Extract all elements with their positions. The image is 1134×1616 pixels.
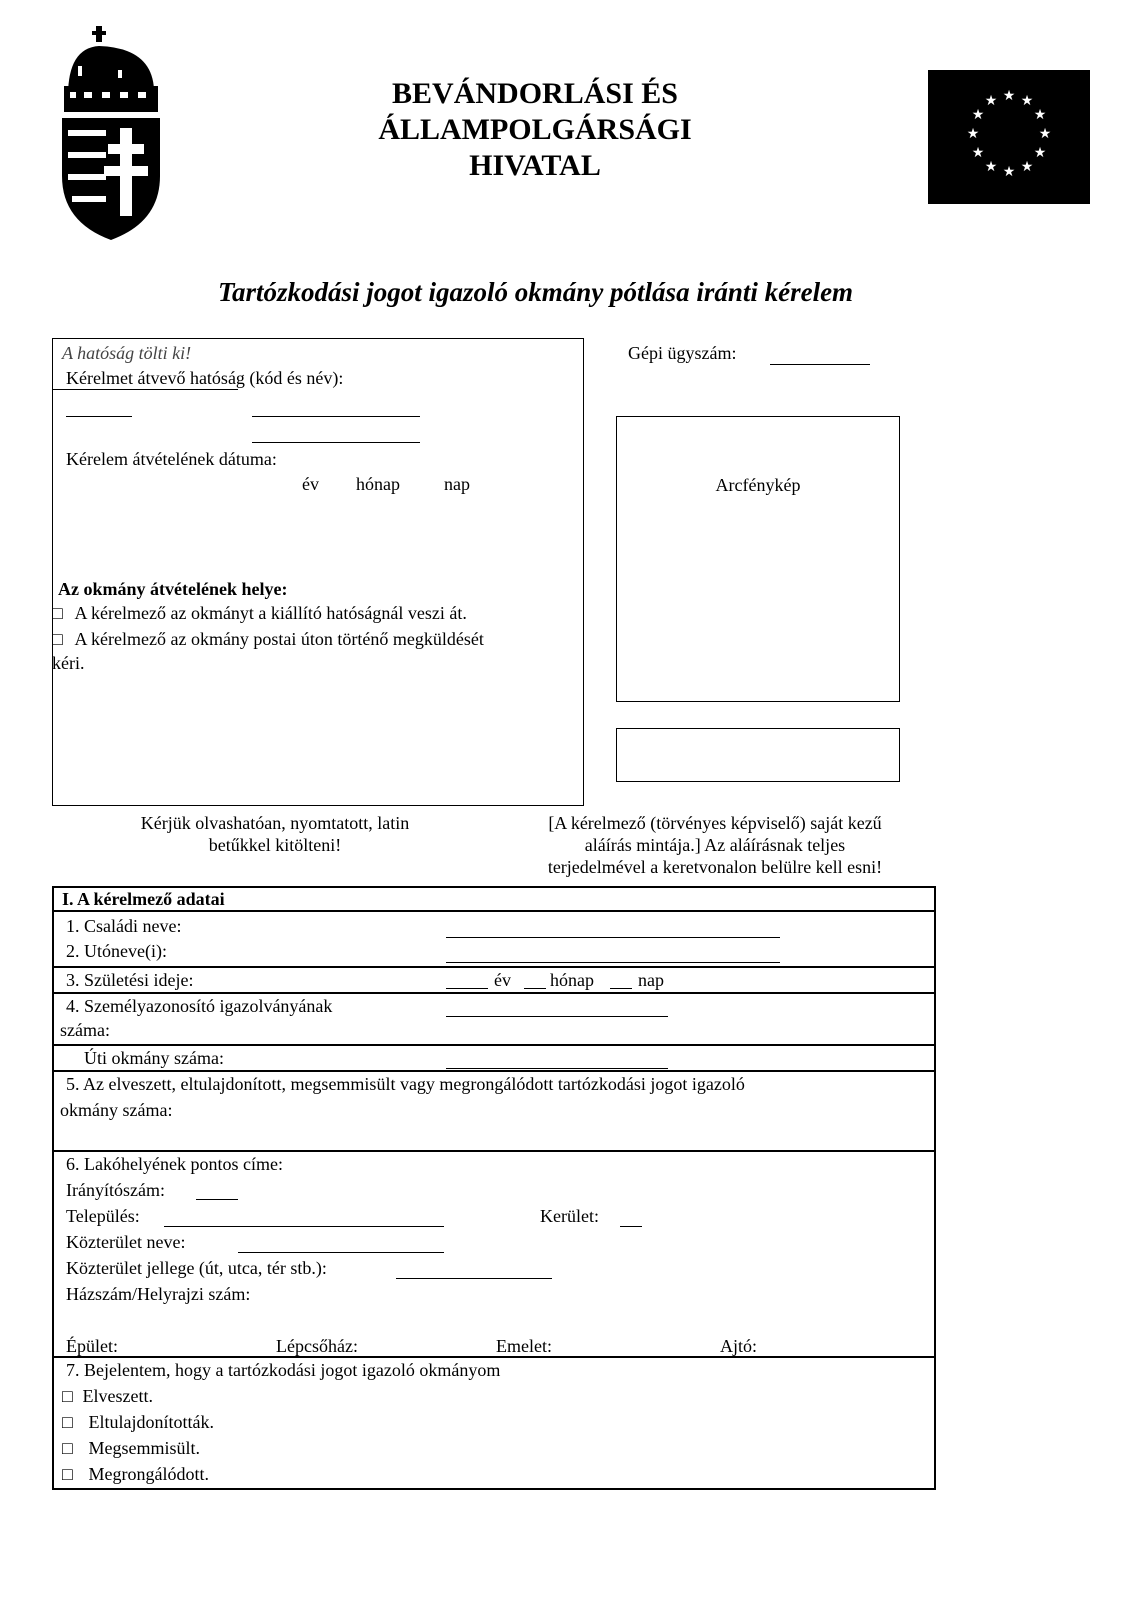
house-number-label: Házszám/Helyrajzi szám: [66,1284,251,1304]
address-title: 6. Lakóhelyének pontos címe: [66,1154,283,1174]
passport-number-label: Úti okmány száma: [84,1048,224,1068]
signature-box[interactable] [616,728,900,782]
fill-instruction-line1: Kérjük olvashatóan, nyomtatott, latin [140,813,410,833]
passport-number-field[interactable] [446,1068,668,1069]
birth-month-field[interactable] [524,988,546,989]
settlement-field[interactable] [164,1226,444,1227]
authority-name-field[interactable] [252,416,420,417]
agency-name-line2: ÁLLAMPOLGÁRSÁGI [378,113,692,146]
id-card-label-line2: száma: [60,1020,110,1040]
pickup-option-2-cont: kéri. [52,653,85,673]
status-option-stolen[interactable] [62,1411,214,1433]
signature-instruction-line2: aláírás mintája.] Az aláírásnak teljes [584,835,846,855]
svg-text:★: ★ [1033,145,1047,161]
note-underline [52,389,238,390]
svg-text:★: ★ [971,145,985,161]
staircase-label: Lépcsőház: [276,1336,358,1356]
family-name-field[interactable] [446,937,780,938]
street-name-label: Közterület neve: [66,1232,186,1252]
row-divider [52,1150,936,1152]
signature-instruction [490,812,940,878]
receipt-date-day: nap [444,474,470,494]
row-divider [52,966,936,968]
agency-name-line1: BEVÁNDORLÁSI ÉS [392,77,678,110]
svg-text:★: ★ [1002,88,1016,104]
receipt-date-label: Kérelem átvételének dátuma: [66,449,277,469]
settlement-label: Település: [66,1206,140,1226]
district-label: Kerület: [540,1206,599,1226]
declaration-label: 7. Bejelentem, hogy a tartózkodási jogot igazoló okmányom [66,1360,501,1380]
agency-name [340,76,730,184]
authority-name-field-2[interactable] [252,442,420,443]
family-name-label: 1. Családi neve: [66,916,182,936]
svg-text:★: ★ [984,93,998,109]
receiving-authority-label: Kérelmet átvevő hatóság (kód és név): [66,368,344,388]
agency-name-line3: HIVATAL [469,149,601,182]
id-card-label-line1: 4. Személyazonosító igazolványának [66,996,333,1016]
door-label: Ajtó: [720,1336,758,1356]
district-field[interactable] [620,1226,642,1227]
pickup-option-2-label: A kérelmező az okmány postai úton történő megküldését [74,629,484,649]
status-destroyed-label: Megsemmisült. [88,1438,200,1458]
street-name-field[interactable] [238,1252,444,1253]
section-heading: I. A kérelmező adatai [62,889,225,909]
receipt-date-year: év [302,474,319,494]
lost-doc-label-line1: 5. Az elveszett, eltulajdonított, megsemmisült vagy megrongálódott tartózkodási jogot igazoló [66,1074,745,1094]
checkbox-icon[interactable]: □ [62,1386,73,1406]
pickup-option-1[interactable] [52,602,467,624]
row-divider [52,1070,936,1072]
given-names-label: 2. Utóneve(i): [66,941,167,961]
signature-instruction-line3: terjedelmével a keretvonalon belülre kell esni! [547,857,883,877]
lost-doc-label-line2: okmány száma: [60,1100,173,1120]
checkbox-icon[interactable]: □ [52,603,63,623]
row-divider [52,992,936,994]
fill-instruction-line2: betűkkel kitölteni! [208,835,342,855]
svg-text:★: ★ [971,107,985,123]
row-divider [52,1356,936,1358]
status-option-lost[interactable] [62,1385,153,1407]
birth-day-field[interactable] [610,988,632,989]
svg-text:★: ★ [1038,126,1052,142]
birth-date-label: 3. Születési ideje: [66,970,194,990]
receipt-date-month: hónap [356,474,400,494]
fill-instruction [60,812,490,856]
photo-label: Arcfénykép [715,475,801,495]
authority-code-field[interactable] [66,416,132,417]
street-type-field[interactable] [396,1278,552,1279]
given-names-field[interactable] [446,962,780,963]
pickup-title: Az okmány átvételének helye: [58,579,288,599]
checkbox-icon[interactable]: □ [62,1412,73,1432]
eu-flag-logo [928,70,1090,204]
document-title: Tartózkodási jogot igazoló okmány pótlása iránti kérelem [218,277,854,307]
status-lost-label: Elveszett. [82,1386,153,1406]
floor-label: Emelet: [496,1336,552,1356]
checkbox-icon[interactable]: □ [62,1438,73,1458]
pickup-option-2[interactable] [52,628,484,650]
postal-code-field[interactable] [196,1199,238,1200]
photo-box[interactable] [616,416,900,702]
row-divider [52,910,936,912]
building-label: Épület: [66,1336,118,1356]
id-card-number-field[interactable] [446,1016,668,1017]
signature-instruction-line1: [A kérelmező (törvényes képviselő) saját kezű [548,813,882,833]
birth-year-unit: év [494,970,511,990]
status-damaged-label: Megrongálódott. [88,1464,209,1484]
svg-text:★: ★ [984,159,998,175]
status-stolen-label: Eltulajdonították. [88,1412,214,1432]
svg-text:★: ★ [966,126,980,142]
birth-day-unit: nap [638,970,664,990]
office-use-box [52,338,584,806]
row-divider [52,1044,936,1046]
office-use-note: A hatóság tölti ki! [62,343,192,363]
checkbox-icon[interactable]: □ [62,1464,73,1484]
coat-of-arms-logo [58,26,164,242]
birth-month-unit: hónap [550,970,594,990]
case-number-label: Gépi ügyszám: [628,343,737,363]
svg-text:★: ★ [1002,164,1016,180]
street-type-label: Közterület jellege (út, utca, tér stb.): [66,1258,327,1278]
svg-text:★: ★ [1020,93,1034,109]
status-option-destroyed[interactable] [62,1437,200,1459]
svg-text:★: ★ [1033,107,1047,123]
svg-text:★: ★ [1020,159,1034,175]
status-option-damaged[interactable] [62,1463,209,1485]
pickup-option-1-label: A kérelmező az okmányt a kiállító hatóságnál veszi át. [74,603,467,623]
case-number-field[interactable] [770,364,870,365]
birth-year-field[interactable] [446,988,488,989]
checkbox-icon[interactable]: □ [52,629,63,649]
postal-code-label: Irányítószám: [66,1180,165,1200]
